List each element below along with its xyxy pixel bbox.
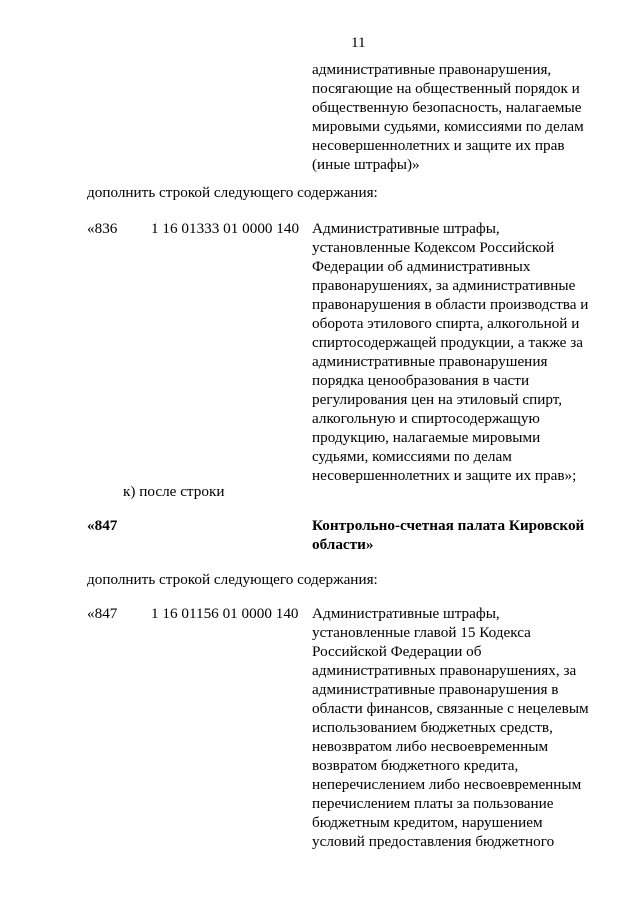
text-line: административных правонарушениях, за — [312, 662, 577, 679]
text-line: несовершеннолетних и защите их прав — [312, 137, 565, 154]
text-line: регулирования цен на этиловый спирт, — [312, 391, 563, 408]
text-line: Административные штрафы, — [312, 220, 500, 237]
text-line: Российской Федерации об — [312, 643, 482, 660]
text-line: оборота этилового спирта, алкогольной и — [312, 315, 580, 332]
text-line: перечислением платы за пользование — [312, 795, 554, 812]
row-code: «836 — [87, 220, 118, 237]
text-line: Административные штрафы, — [312, 605, 500, 622]
text-line: установленные главой 15 Кодекса — [312, 624, 531, 641]
text-line: алкогольную и спиртосодержащую — [312, 410, 540, 427]
text-line: установленные Кодексом Российской — [312, 239, 555, 256]
page-number: 11 — [351, 34, 366, 51]
text-line: административные правонарушения — [312, 353, 548, 370]
after-row-label: к) после строки — [123, 483, 225, 500]
text-line: общественную безопасность, налагаемые — [312, 99, 582, 116]
text-line: административные правонарушения, — [312, 61, 552, 78]
text-line: мировыми судьями, комиссиями по делам — [312, 118, 584, 135]
add-line-instruction: дополнить строкой следующего содержания: — [87, 184, 378, 201]
row-code: «847 — [87, 605, 118, 622]
text-line: Федерации об административных — [312, 258, 531, 275]
text-line: порядка ценообразования в части — [312, 372, 530, 389]
top-text-block — [312, 60, 612, 174]
row-kbk: 1 16 01333 01 0000 140 — [151, 220, 300, 237]
text-line: бюджетным кредитом, нарушением — [312, 814, 543, 831]
text-line: Контрольно-счетная палата Кировской — [312, 517, 585, 534]
text-line: посягающие на общественный порядок и — [312, 80, 580, 97]
row-kbk: 1 16 01156 01 0000 140 — [151, 605, 299, 622]
text-line: условий предоставления бюджетного — [312, 833, 555, 850]
text-line: спиртосодержащей продукции, а также за — [312, 334, 583, 351]
row-description — [312, 219, 612, 485]
text-line: области» — [312, 536, 374, 553]
text-line: несовершеннолетних и защите их прав»; — [312, 467, 577, 484]
text-line: использованием бюджетных средств, — [312, 719, 553, 736]
text-line: невозвратом либо несвоевременным — [312, 738, 549, 755]
text-line: (иные штрафы)» — [312, 156, 420, 173]
text-line: правонарушения в области производства и — [312, 296, 589, 313]
row-code: «847 — [87, 517, 118, 534]
row-description — [312, 516, 612, 554]
text-line: неперечислением либо несвоевременным — [312, 776, 582, 793]
text-line: судьями, комиссиями по делам — [312, 448, 512, 465]
text-line: административные правонарушения в — [312, 681, 559, 698]
text-line: возвратом бюджетного кредита, — [312, 757, 519, 774]
add-line-instruction: дополнить строкой следующего содержания: — [87, 571, 378, 588]
row-description — [312, 604, 612, 851]
text-line: области финансов, связанные с нецелевым — [312, 700, 589, 717]
text-line: правонарушениях, за административные — [312, 277, 576, 294]
text-line: продукцию, налагаемые мировыми — [312, 429, 541, 446]
